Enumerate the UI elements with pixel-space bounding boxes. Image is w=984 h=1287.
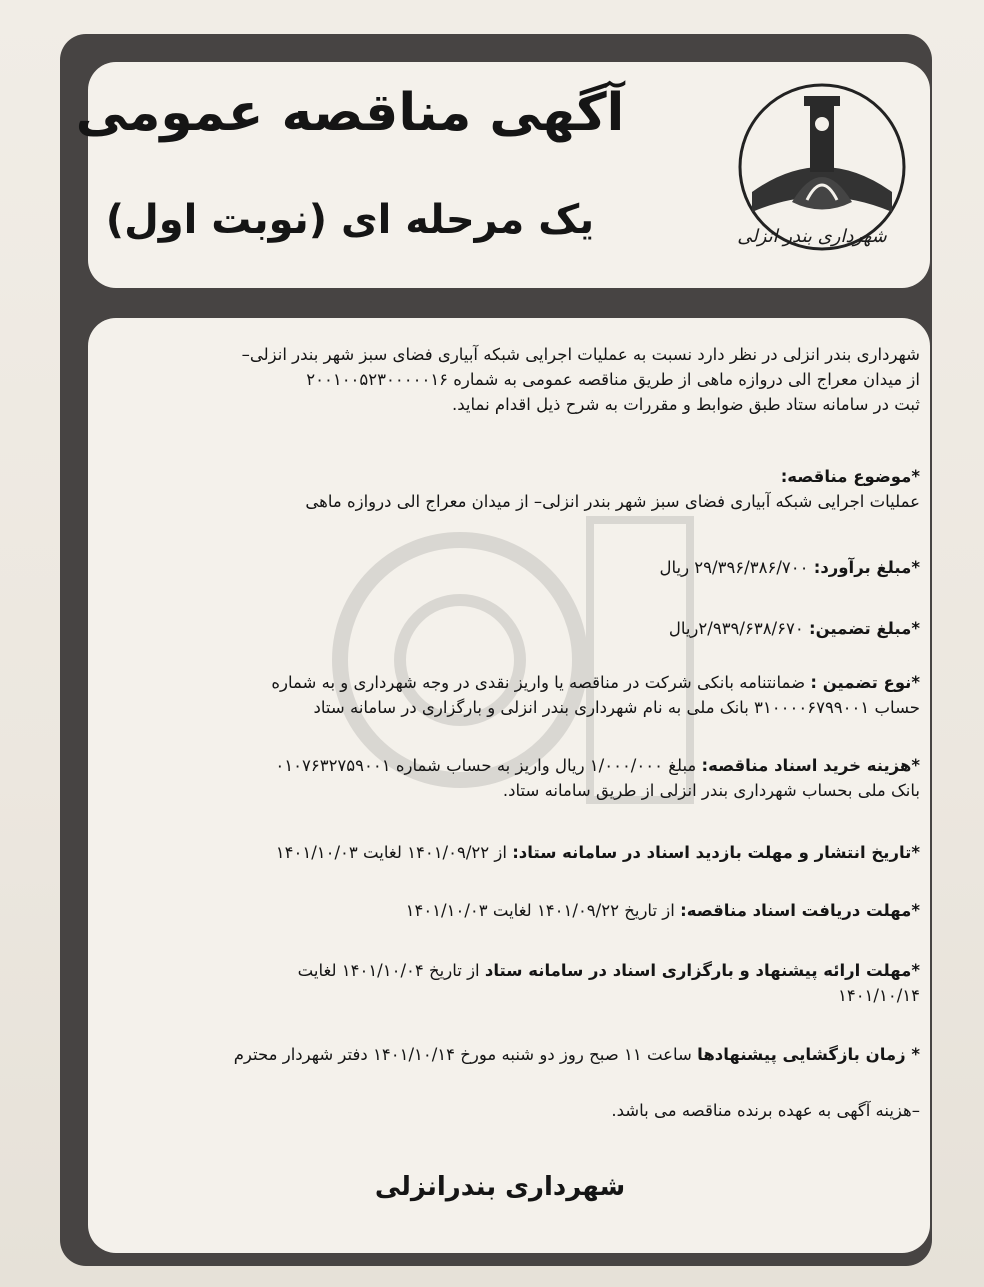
estimate-value: ۲۹/۳۹۶/۳۸۶/۷۰۰ ریال [659, 558, 809, 577]
receive-label: *مهلت دریافت اسناد مناقصه: [680, 901, 920, 920]
intro-paragraph [100, 342, 920, 417]
ad-cost-text: –هزینه آگهی به عهده برنده مناقصه می باشد. [611, 1101, 920, 1120]
subject-text: عملیات اجرایی شبکه آبیاری فضای سبز شهر بندر انزلی– از میدان معراج الی دروازه ماهی [305, 492, 920, 511]
publish-section [100, 840, 920, 865]
notice-title: آگهی مناقصه عمومی [75, 83, 625, 143]
notice-subtitle: یک مرحله ای (نوبت اول) [105, 197, 595, 243]
publish-text: از ۱۴۰۱/۰۹/۲۲ لغایت ۱۴۰۱/۱۰/۰۳ [275, 843, 507, 862]
guarantee-value: ۲/۹۳۹/۶۳۸/۶۷۰ریال [668, 619, 804, 638]
receive-section [100, 898, 920, 923]
guarantee-type-label: *نوع تضمین : [810, 673, 920, 692]
submit-label: *مهلت ارائه پیشنهاد و بارگزاری اسناد در سامانه ستاد [484, 961, 920, 980]
document-cost-section [100, 753, 920, 803]
guarantee-label: *مبلغ تضمین: [808, 619, 920, 638]
logo-caption: شهرداری بندر انزلی [737, 226, 887, 247]
publish-label: *تاریخ انتشار و مهلت بازدید اسناد در سامانه ستاد: [512, 843, 920, 862]
intro-line: ثبت در سامانه ستاد طبق ضوابط و مقررات به شرح ذیل اقدام نماید. [452, 395, 920, 414]
guarantee-amount-section [100, 616, 920, 641]
document-cost-text: مبلغ ۱/۰۰۰/۰۰۰ ریال واریز به حساب شماره ۰۱۰۷۶۳۲۷۵۹۰۰۱ [275, 756, 697, 775]
guarantee-type-section [100, 670, 920, 720]
opening-label: * زمان بازگشایی پیشنهادها [697, 1045, 920, 1064]
guarantee-type-text: حساب ۳۱۰۰۰۰۶۷۹۹۰۰۱ بانک ملی به نام شهرداری بندر انزلی و بارگزاری در سامانه ستاد [313, 698, 920, 717]
signature: شهرداری بندرانزلی [374, 1172, 626, 1202]
intro-line: شهرداری بندر انزلی در نظر دارد نسبت به عملیات اجرایی شبکه آبیاری فضای سبز شهر بندر انزلی– [241, 345, 920, 364]
receive-text: از تاریخ ۱۴۰۱/۰۹/۲۲ لغایت ۱۴۰۱/۱۰/۰۳ [405, 901, 675, 920]
document-cost-text: بانک ملی بحساب شهرداری بندر انزلی از طریق سامانه ستاد. [502, 781, 920, 800]
intro-line: از میدان معراج الی دروازه ماهی از طریق مناقصه عمومی به شماره ۲۰۰۱۰۰۵۲۳۰۰۰۰۰۱۶ [306, 370, 920, 389]
opening-section [100, 1042, 920, 1067]
subject-label: *موضوع مناقصه: [780, 467, 920, 486]
submit-text-end: ۱۴۰۱/۱۰/۱۴ [837, 986, 920, 1005]
guarantee-type-text: ضمانتنامه بانکی شرکت در مناقصه یا واریز نقدی در وجه شهرداری و به شماره [271, 673, 806, 692]
subject-section [100, 464, 920, 514]
ad-cost-section [100, 1098, 920, 1123]
submit-section [100, 958, 920, 1008]
opening-text: ساعت ۱۱ صبح روز دو شنبه مورخ ۱۴۰۱/۱۰/۱۴ دفتر شهردار محترم [233, 1045, 692, 1064]
estimate-label: *مبلغ برآورد: [813, 558, 920, 577]
document-cost-label: *هزینه خرید اسناد مناقصه: [701, 756, 920, 775]
submit-text: از تاریخ ۱۴۰۱/۱۰/۰۴ لغایت [297, 961, 480, 980]
estimate-section [100, 555, 920, 580]
